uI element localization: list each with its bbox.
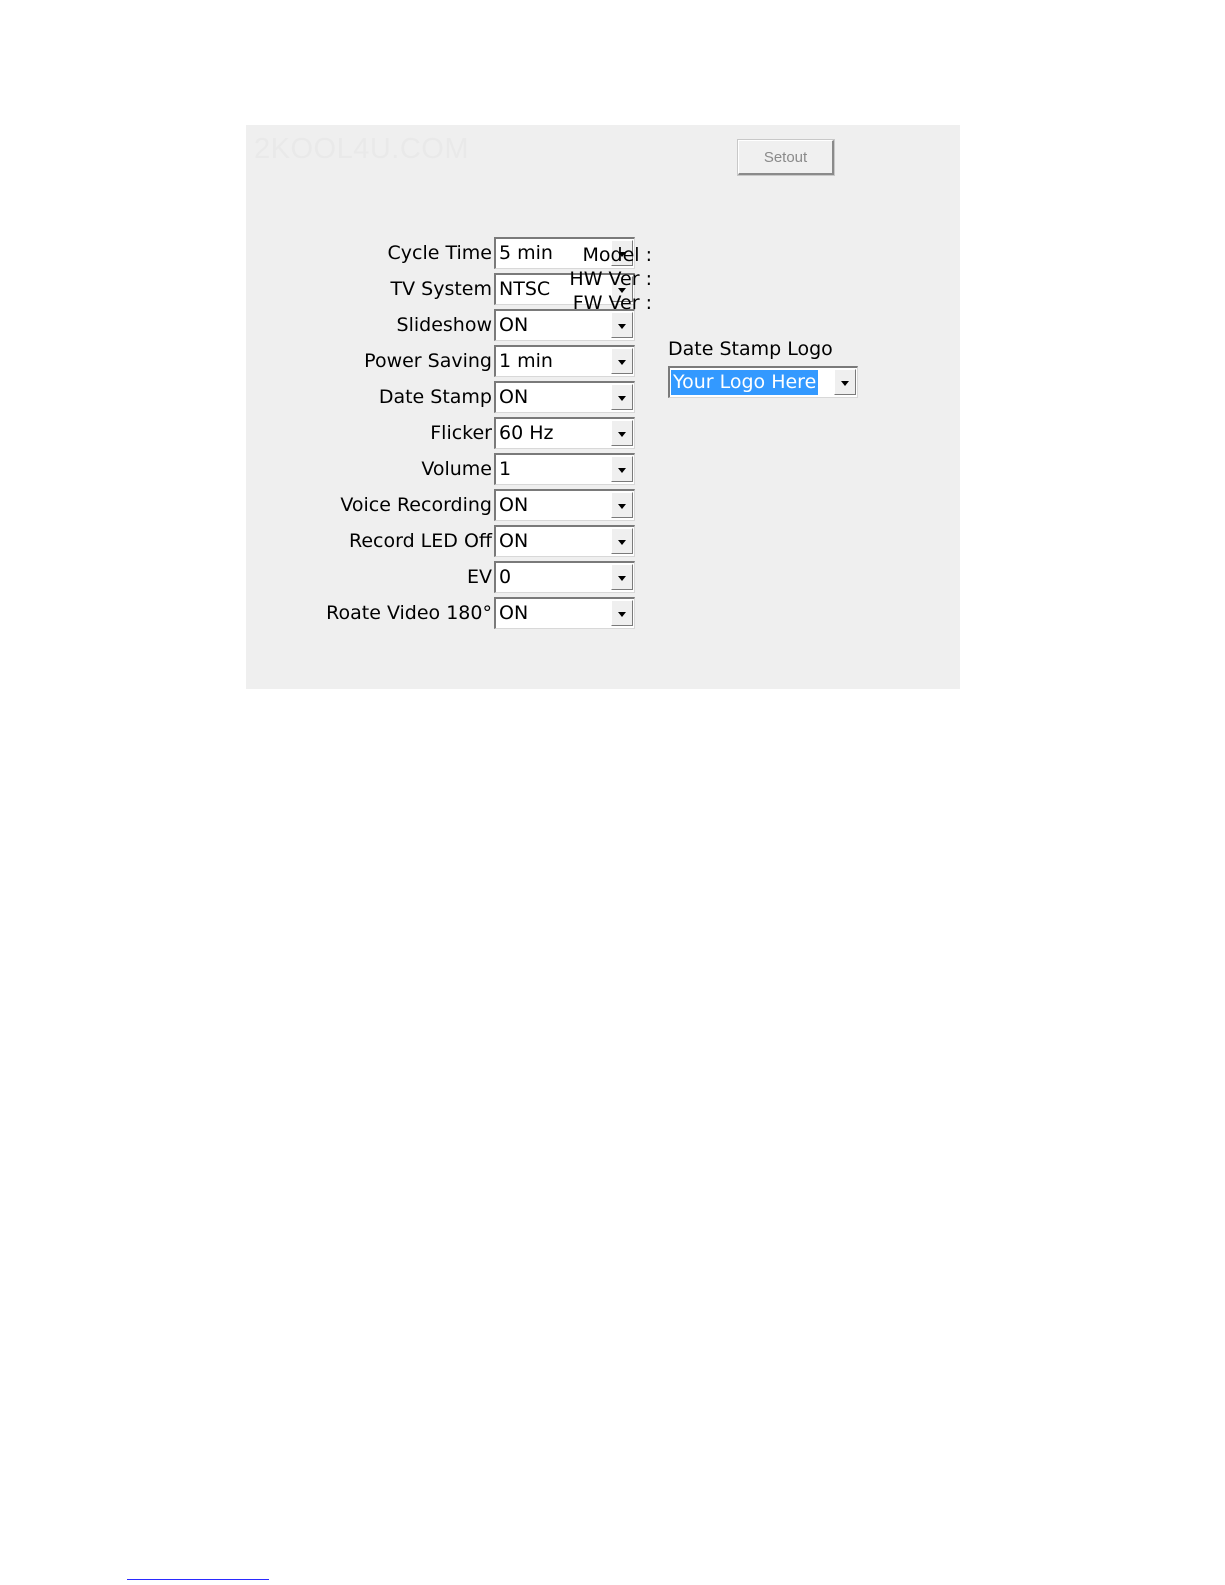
select-value: NTSC [499, 278, 551, 300]
select-value: 1 min [499, 350, 553, 372]
setting-row-flicker [246, 417, 646, 449]
select-value: ON [499, 386, 529, 408]
chevron-down-icon[interactable] [611, 492, 633, 518]
rotate-video-select[interactable] [494, 597, 635, 629]
setting-label: Cycle Time [387, 242, 492, 264]
setout-button[interactable]: Setout [738, 140, 834, 175]
setting-row-record-led-off [246, 525, 646, 557]
volume-select[interactable] [494, 453, 635, 485]
settings-panel [246, 125, 960, 689]
power-saving-select[interactable] [494, 345, 635, 377]
setting-label: Volume [421, 458, 492, 480]
chevron-down-icon[interactable] [611, 600, 633, 626]
setting-row-ev [246, 561, 646, 593]
select-value: ON [499, 494, 529, 516]
chevron-down-icon[interactable] [611, 420, 633, 446]
setting-label: Record LED Off [349, 530, 492, 552]
select-value: 5 min [499, 242, 553, 264]
chevron-down-icon[interactable] [611, 528, 633, 554]
chevron-down-icon[interactable] [611, 384, 633, 410]
setting-label: Date Stamp [378, 386, 492, 408]
watermark: 2KOOL4U.COM [254, 133, 469, 165]
date-stamp-logo-select[interactable] [668, 366, 858, 398]
setting-row-power-saving [246, 345, 646, 377]
select-value: 0 [499, 566, 512, 588]
fw-version-label: FW Ver : [572, 292, 652, 314]
select-value: 1 [499, 458, 512, 480]
chevron-down-icon[interactable] [611, 348, 633, 374]
chevron-down-icon[interactable] [834, 369, 856, 395]
setting-label: Voice Recording [340, 494, 492, 516]
footnote-divider [127, 1579, 269, 1580]
hw-version-label: HW Ver : [569, 268, 652, 290]
date-stamp-logo-title: Date Stamp Logo [668, 338, 833, 360]
chevron-down-icon[interactable] [611, 456, 633, 482]
select-value: 60 Hz [499, 422, 554, 444]
select-value: ON [499, 602, 529, 624]
select-value: ON [499, 314, 529, 336]
date-stamp-select[interactable] [494, 381, 635, 413]
setting-row-date-stamp [246, 381, 646, 413]
setting-label: Flicker [430, 422, 492, 444]
setting-label: Slideshow [396, 314, 492, 336]
chevron-down-icon[interactable] [611, 564, 633, 590]
setting-label: Roate Video 180° [326, 602, 492, 624]
select-value-highlighted: Your Logo Here [673, 371, 817, 393]
setting-row-volume [246, 453, 646, 485]
setting-label: Power Saving [364, 350, 492, 372]
model-label: Model : [582, 244, 652, 266]
setting-row-voice-recording [246, 489, 646, 521]
ev-select[interactable] [494, 561, 635, 593]
setting-label: EV [466, 566, 492, 588]
setting-row-rotate-video [246, 597, 646, 629]
flicker-select[interactable] [494, 417, 635, 449]
chevron-down-icon[interactable] [611, 312, 633, 338]
voice-recording-select[interactable] [494, 489, 635, 521]
select-value: ON [499, 530, 529, 552]
setting-label: TV System [390, 278, 492, 300]
record-led-off-select[interactable] [494, 525, 635, 557]
